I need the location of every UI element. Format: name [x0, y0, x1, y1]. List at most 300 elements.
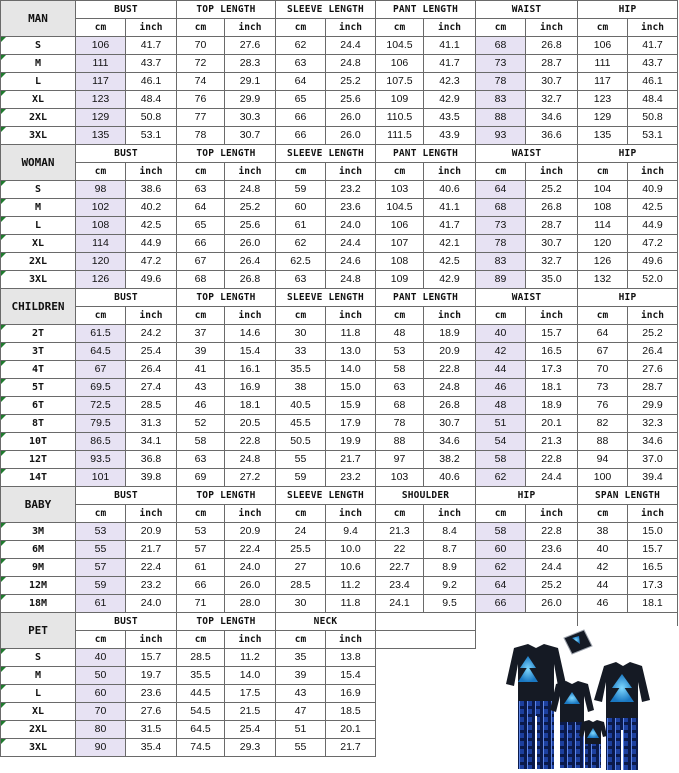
inch-value: 15.4 [225, 343, 276, 361]
inch-value: 46.1 [126, 73, 177, 91]
size-text: 8T [31, 417, 45, 429]
cm-value: 108 [578, 199, 628, 217]
empty-cell [376, 613, 476, 631]
unit-label: inch [225, 505, 276, 523]
woman-unit-row [1, 163, 678, 181]
cm-value: 64 [578, 325, 628, 343]
pet-pajama [564, 630, 592, 654]
cm-value: 72.5 [76, 397, 126, 415]
cm-value: 111.5 [376, 127, 424, 145]
cm-value: 93 [476, 127, 526, 145]
inch-value: 24.4 [326, 235, 376, 253]
inch-value: 14.6 [225, 325, 276, 343]
inch-value: 25.6 [326, 91, 376, 109]
cm-value: 40 [578, 541, 628, 559]
inch-value: 50.8 [126, 109, 177, 127]
unit-label: inch [526, 19, 578, 37]
cm-value: 74 [177, 73, 225, 91]
baby-measure-header: SLEEVE LENGTH [276, 487, 376, 505]
size-label [1, 91, 76, 109]
cm-value: 83 [476, 91, 526, 109]
inch-value: 42.5 [628, 199, 678, 217]
size-text: 2T [31, 327, 45, 339]
corner-marker-icon [1, 235, 6, 240]
inch-value: 10.0 [326, 541, 376, 559]
inch-value: 48.4 [628, 91, 678, 109]
size-label [1, 379, 76, 397]
table-row [1, 595, 678, 613]
cm-value: 64 [476, 181, 526, 199]
inch-value: 35.0 [526, 271, 578, 289]
cm-value: 109 [376, 91, 424, 109]
cm-value: 73 [578, 379, 628, 397]
size-label [1, 577, 76, 595]
inch-value: 32.7 [526, 253, 578, 271]
inch-value: 21.7 [326, 739, 376, 757]
cm-value: 60 [476, 541, 526, 559]
children-measure-header: WAIST [476, 289, 578, 307]
children-measure-header: PANT LENGTH [376, 289, 476, 307]
inch-value: 28.7 [526, 55, 578, 73]
inch-value: 26.0 [225, 577, 276, 595]
unit-label: inch [424, 19, 476, 37]
size-text: 2XL [28, 111, 48, 123]
woman-measure-header: TOP LENGTH [177, 145, 276, 163]
cm-value: 107.5 [376, 73, 424, 91]
inch-value: 39.4 [628, 469, 678, 487]
unit-label: inch [225, 307, 276, 325]
cm-value: 104.5 [376, 199, 424, 217]
cm-value: 38 [578, 523, 628, 541]
inch-value: 34.6 [628, 433, 678, 451]
size-text: M [34, 669, 42, 681]
size-label [1, 433, 76, 451]
cm-value: 59 [76, 577, 126, 595]
corner-marker-icon [1, 379, 6, 384]
man-measure-header: WAIST [476, 1, 578, 19]
inch-value: 42.9 [424, 91, 476, 109]
empty-cell [424, 721, 476, 739]
inch-value: 19.9 [326, 433, 376, 451]
cm-value: 114 [578, 217, 628, 235]
pet-measure-header: TOP LENGTH [177, 613, 276, 631]
inch-value: 9.2 [424, 577, 476, 595]
cm-value: 64 [177, 199, 225, 217]
cm-value: 100 [578, 469, 628, 487]
inch-value: 26.8 [526, 199, 578, 217]
inch-value: 23.2 [326, 181, 376, 199]
empty-cell [376, 685, 424, 703]
empty-cell [376, 703, 424, 721]
inch-value: 32.7 [526, 91, 578, 109]
cm-value: 71 [177, 595, 225, 613]
inch-value: 15.7 [628, 541, 678, 559]
cm-value: 117 [578, 73, 628, 91]
cm-value: 30 [276, 325, 326, 343]
size-text: XL [31, 93, 45, 105]
woman-measure-header: WAIST [476, 145, 578, 163]
inch-value: 14.0 [326, 361, 376, 379]
unit-label: inch [225, 631, 276, 649]
cm-value: 42 [578, 559, 628, 577]
size-label [1, 271, 76, 289]
cm-value: 72 [177, 55, 225, 73]
table-row [1, 451, 678, 469]
cm-value: 57 [76, 559, 126, 577]
cm-value: 107 [376, 235, 424, 253]
table-row [1, 181, 678, 199]
unit-label: inch [126, 19, 177, 37]
cm-value: 21.3 [376, 523, 424, 541]
inch-value: 28.3 [225, 55, 276, 73]
cm-value: 40 [476, 325, 526, 343]
cm-value: 123 [578, 91, 628, 109]
table-row [1, 271, 678, 289]
woman-header-row [1, 145, 678, 163]
inch-value: 24.8 [225, 181, 276, 199]
inch-value: 43.7 [628, 55, 678, 73]
cm-value: 55 [276, 739, 326, 757]
inch-value: 15.7 [526, 325, 578, 343]
product-photo-pajamas [476, 626, 679, 773]
baby-category-label: BABY [1, 487, 76, 523]
cm-value: 39 [276, 667, 326, 685]
empty-cell [424, 685, 476, 703]
cm-value: 68 [177, 271, 225, 289]
cm-value: 79.5 [76, 415, 126, 433]
size-text: S [34, 651, 42, 663]
inch-value: 23.6 [326, 199, 376, 217]
cm-value: 35.5 [177, 667, 225, 685]
inch-value: 26.4 [225, 253, 276, 271]
cm-value: 78 [476, 235, 526, 253]
inch-value: 53.1 [126, 127, 177, 145]
unit-label: cm [578, 307, 628, 325]
cm-value: 73 [476, 55, 526, 73]
cm-value: 88 [578, 433, 628, 451]
cm-value: 62 [276, 37, 326, 55]
baby-measure-header: HIP [476, 487, 578, 505]
inch-value: 24.2 [126, 325, 177, 343]
inch-value: 18.5 [326, 703, 376, 721]
woman-measure-header: SLEEVE LENGTH [276, 145, 376, 163]
inch-value: 26.0 [526, 595, 578, 613]
corner-marker-icon [1, 91, 6, 96]
cm-value: 22.7 [376, 559, 424, 577]
inch-value: 24.0 [126, 595, 177, 613]
cm-value: 45.5 [276, 415, 326, 433]
corner-marker-icon [1, 703, 6, 708]
table-row [1, 253, 678, 271]
size-label [1, 451, 76, 469]
children-category-label: CHILDREN [1, 289, 76, 325]
size-text: M [34, 57, 42, 69]
inch-value: 18.1 [526, 379, 578, 397]
cm-value: 78 [476, 73, 526, 91]
unit-label: inch [326, 505, 376, 523]
size-text: 3M [31, 525, 45, 537]
inch-value: 25.2 [526, 577, 578, 595]
cm-value: 89 [476, 271, 526, 289]
unit-label: inch [326, 631, 376, 649]
cm-value: 68 [476, 199, 526, 217]
cm-value: 104 [578, 181, 628, 199]
cm-value: 23.4 [376, 577, 424, 595]
cm-value: 44 [578, 577, 628, 595]
man-unit-row [1, 19, 678, 37]
inch-value: 44.9 [628, 217, 678, 235]
inch-value: 42.9 [424, 271, 476, 289]
inch-value: 21.3 [526, 433, 578, 451]
inch-value: 9.5 [424, 595, 476, 613]
inch-value: 24.4 [326, 37, 376, 55]
unit-label: cm [76, 505, 126, 523]
baby-header-row [1, 487, 678, 505]
cm-value: 61.5 [76, 325, 126, 343]
cm-value: 111 [76, 55, 126, 73]
inch-value: 52.0 [628, 271, 678, 289]
inch-value: 42.3 [424, 73, 476, 91]
unit-label: cm [476, 307, 526, 325]
cm-value: 59 [276, 181, 326, 199]
size-text: 3XL [28, 273, 48, 285]
cm-value: 58 [376, 361, 424, 379]
size-label [1, 199, 76, 217]
inch-value: 22.4 [225, 541, 276, 559]
size-label [1, 397, 76, 415]
cm-value: 78 [177, 127, 225, 145]
inch-value: 36.8 [126, 451, 177, 469]
cm-value: 67 [177, 253, 225, 271]
corner-marker-icon [1, 739, 6, 744]
cm-value: 106 [376, 55, 424, 73]
cm-value: 135 [76, 127, 126, 145]
size-label [1, 235, 76, 253]
cm-value: 86.5 [76, 433, 126, 451]
size-label [1, 559, 76, 577]
cm-value: 55 [76, 541, 126, 559]
size-text: L [34, 75, 42, 87]
inch-value: 26.0 [225, 235, 276, 253]
inch-value: 38.2 [424, 451, 476, 469]
cm-value: 54.5 [177, 703, 225, 721]
table-row [1, 127, 678, 145]
cm-value: 65 [177, 217, 225, 235]
unit-label: inch [424, 505, 476, 523]
cm-value: 80 [76, 721, 126, 739]
size-text: XL [31, 237, 45, 249]
corner-marker-icon [1, 271, 6, 276]
unit-label: cm [276, 631, 326, 649]
cm-value: 73 [476, 217, 526, 235]
woman-measure-header: PANT LENGTH [376, 145, 476, 163]
inch-value: 40.2 [126, 199, 177, 217]
cm-value: 101 [76, 469, 126, 487]
inch-value: 41.7 [424, 55, 476, 73]
inch-value: 27.2 [225, 469, 276, 487]
table-row [1, 37, 678, 55]
children-measure-header: HIP [578, 289, 678, 307]
size-text: L [34, 687, 42, 699]
empty-cell [424, 667, 476, 685]
inch-value: 11.2 [225, 649, 276, 667]
cm-value: 41 [177, 361, 225, 379]
inch-value: 23.6 [526, 541, 578, 559]
corner-marker-icon [1, 541, 6, 546]
inch-value: 20.9 [225, 523, 276, 541]
cm-value: 83 [476, 253, 526, 271]
baby-measure-header: BUST [76, 487, 177, 505]
inch-value: 29.3 [225, 739, 276, 757]
inch-value: 18.1 [628, 595, 678, 613]
inch-value: 30.3 [225, 109, 276, 127]
unit-label: inch [126, 163, 177, 181]
inch-value: 21.7 [326, 451, 376, 469]
unit-label: cm [578, 163, 628, 181]
corner-marker-icon [1, 127, 6, 132]
inch-value: 43.7 [126, 55, 177, 73]
size-text: 9M [31, 561, 45, 573]
size-text: 14T [28, 471, 48, 483]
inch-value: 49.6 [126, 271, 177, 289]
inch-value: 40.9 [628, 181, 678, 199]
inch-value: 15.7 [126, 649, 177, 667]
unit-label: cm [76, 19, 126, 37]
inch-value: 24.4 [526, 559, 578, 577]
cm-value: 68 [476, 37, 526, 55]
inch-value: 19.7 [126, 667, 177, 685]
unit-label: inch [326, 19, 376, 37]
pet-measure-header: NECK [276, 613, 376, 631]
empty-cell [424, 703, 476, 721]
inch-value: 30.7 [526, 235, 578, 253]
cm-value: 68 [376, 397, 424, 415]
size-label [1, 649, 76, 667]
size-label [1, 181, 76, 199]
size-label [1, 685, 76, 703]
table-row [1, 577, 678, 595]
cm-value: 65 [276, 91, 326, 109]
corner-marker-icon [1, 199, 6, 204]
pet-measure-header: BUST [76, 613, 177, 631]
inch-value: 20.1 [326, 721, 376, 739]
size-label [1, 361, 76, 379]
unit-label: inch [424, 307, 476, 325]
unit-label: inch [628, 307, 678, 325]
inch-value: 25.2 [526, 181, 578, 199]
inch-value: 18.1 [225, 397, 276, 415]
inch-value: 42.1 [424, 235, 476, 253]
inch-value: 20.1 [526, 415, 578, 433]
inch-value: 48.4 [126, 91, 177, 109]
cm-value: 69.5 [76, 379, 126, 397]
inch-value: 29.9 [628, 397, 678, 415]
unit-label: cm [276, 163, 326, 181]
size-label [1, 739, 76, 757]
inch-value: 20.9 [424, 343, 476, 361]
inch-value: 20.5 [225, 415, 276, 433]
inch-value: 10.6 [326, 559, 376, 577]
inch-value: 41.7 [628, 37, 678, 55]
inch-value: 40.6 [424, 181, 476, 199]
cm-value: 67 [76, 361, 126, 379]
cm-value: 66 [476, 595, 526, 613]
unit-label: cm [476, 163, 526, 181]
cm-value: 63 [276, 55, 326, 73]
size-label [1, 127, 76, 145]
cm-value: 28.5 [276, 577, 326, 595]
size-label [1, 721, 76, 739]
inch-value: 32.3 [628, 415, 678, 433]
corner-marker-icon [1, 433, 6, 438]
inch-value: 49.6 [628, 253, 678, 271]
size-label [1, 325, 76, 343]
cm-value: 38 [276, 379, 326, 397]
cm-value: 126 [578, 253, 628, 271]
empty-cell [376, 667, 424, 685]
cm-value: 61 [276, 217, 326, 235]
size-text: 3XL [28, 741, 48, 753]
inch-value: 31.3 [126, 415, 177, 433]
inch-value: 24.4 [526, 469, 578, 487]
size-label [1, 703, 76, 721]
inch-value: 17.3 [628, 577, 678, 595]
inch-value: 14.0 [225, 667, 276, 685]
inch-value: 18.9 [526, 397, 578, 415]
unit-label: cm [376, 307, 424, 325]
inch-value: 16.9 [326, 685, 376, 703]
inch-value: 17.3 [526, 361, 578, 379]
size-label [1, 523, 76, 541]
inch-value: 13.0 [326, 343, 376, 361]
cm-value: 53 [376, 343, 424, 361]
inch-value: 41.7 [424, 217, 476, 235]
cm-value: 129 [578, 109, 628, 127]
corner-marker-icon [1, 361, 6, 366]
inch-value: 16.5 [526, 343, 578, 361]
adult-pajama-right [594, 662, 650, 770]
size-label [1, 343, 76, 361]
corner-marker-icon [1, 649, 6, 654]
inch-value: 25.4 [126, 343, 177, 361]
inch-value: 25.2 [225, 199, 276, 217]
cm-value: 53 [177, 523, 225, 541]
cm-value: 64 [276, 73, 326, 91]
inch-value: 44.9 [126, 235, 177, 253]
inch-value: 24.6 [326, 253, 376, 271]
inch-value: 24.8 [326, 55, 376, 73]
inch-value: 42.5 [424, 253, 476, 271]
table-row [1, 55, 678, 73]
cm-value: 129 [76, 109, 126, 127]
man-header-row [1, 1, 678, 19]
cm-value: 30 [276, 595, 326, 613]
corner-marker-icon [1, 109, 6, 114]
cm-value: 24.1 [376, 595, 424, 613]
cm-value: 51 [476, 415, 526, 433]
baby-measure-header: SPAN LENGTH [578, 487, 678, 505]
cm-value: 82 [578, 415, 628, 433]
cm-value: 126 [76, 271, 126, 289]
size-text: S [34, 39, 42, 51]
unit-label: cm [177, 19, 225, 37]
inch-value: 24.8 [225, 451, 276, 469]
cm-value: 64.5 [177, 721, 225, 739]
empty-cell [376, 721, 424, 739]
inch-value: 53.1 [628, 127, 678, 145]
cm-value: 63 [177, 451, 225, 469]
unit-label: cm [76, 631, 126, 649]
